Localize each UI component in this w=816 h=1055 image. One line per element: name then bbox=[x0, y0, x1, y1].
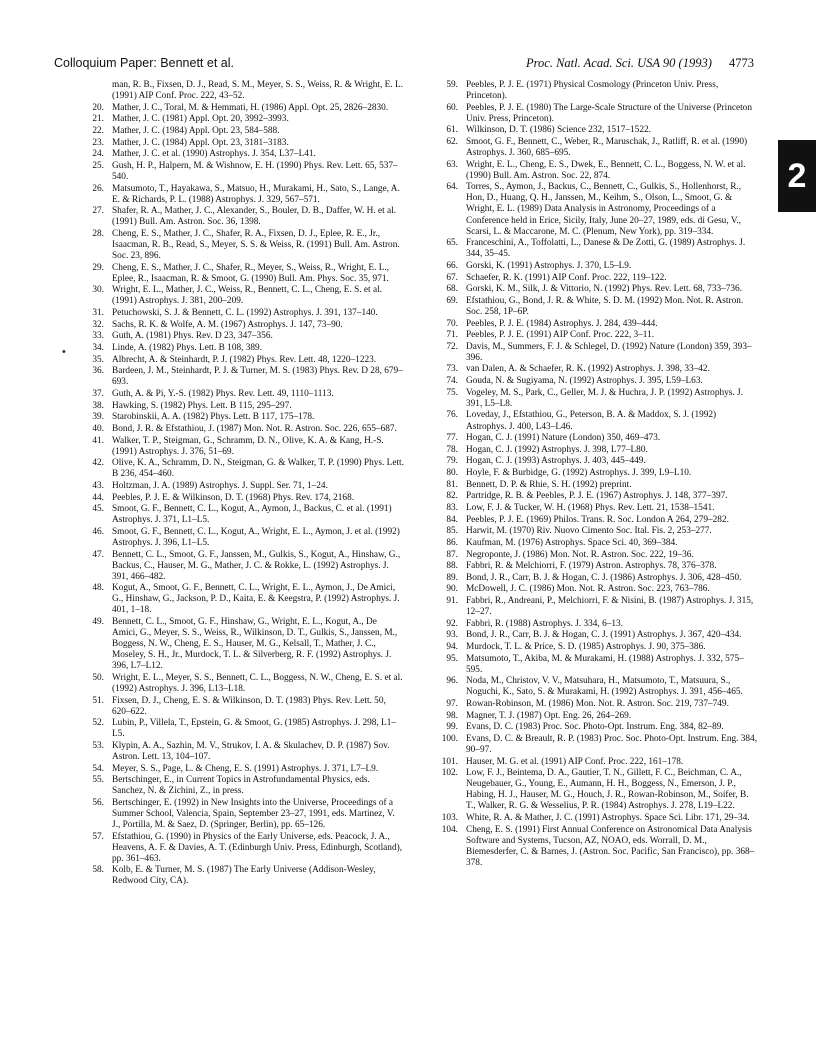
reference-number: 98. bbox=[446, 710, 458, 721]
reference-text: Wright, E. L., Mather, J. C., Weiss, R., Bennett, C. L., Cheng, E. S. et al. (1991) Astrophys. J. 381, 200–209. bbox=[112, 285, 382, 307]
reference-item bbox=[86, 389, 404, 400]
running-title: Colloquium Paper: Bennett et al. bbox=[54, 56, 234, 70]
reference-text: Gouda, N. & Sugiyama, N. (1992) Astrophys. J. 395, L59–L63. bbox=[466, 376, 703, 387]
reference-number: 65. bbox=[446, 238, 458, 249]
reference-number: 43. bbox=[92, 480, 104, 491]
reference-number: 45. bbox=[92, 504, 104, 515]
reference-item bbox=[86, 149, 404, 160]
reference-item bbox=[86, 617, 404, 672]
reference-text: Bennett, C. L., Smoot, G. F., Janssen, M., Gulkis, S., Kogut, A., Hinshaw, G., Backus, C., Hauser, M. G., Mather, J. C. & Rokke, L. (1992) Astrophys. J. 391, 466–482. bbox=[112, 549, 401, 582]
reference-number: 51. bbox=[92, 695, 104, 706]
reference-number: 63. bbox=[446, 159, 458, 170]
reference-item bbox=[440, 757, 758, 768]
reference-number: 64. bbox=[446, 182, 458, 193]
reference-text: van Dalen, A. & Schaefer, R. K. (1992) Astrophys. J. 398, 33–42. bbox=[466, 364, 710, 375]
reference-text: Vogeley, M. S., Park, C., Geller, M. J. & Huchra, J. P. (1992) Astrophys. J. 391, L5–L8. bbox=[466, 387, 743, 409]
reference-item bbox=[440, 573, 758, 584]
reference-item bbox=[86, 832, 404, 865]
reference-item bbox=[86, 331, 404, 342]
reference-item bbox=[86, 401, 404, 412]
reference-item bbox=[440, 388, 758, 410]
reference-item bbox=[440, 330, 758, 341]
reference-number: 102. bbox=[441, 768, 458, 779]
reference-number: 29. bbox=[92, 262, 104, 273]
reference-item bbox=[440, 561, 758, 572]
reference-text: Kaufman, M. (1976) Astrophys. Space Sci. 40, 369–384. bbox=[466, 537, 678, 548]
reference-text: McDowell, J. C. (1986) Mon. Not. R. Astron. Soc. 223, 763–786. bbox=[466, 584, 710, 595]
references-right-column bbox=[440, 80, 758, 870]
reference-text: Cheng, E. S. (1991) First Annual Conference on Astronomical Data Analysis Software and Systems, Tucson, AZ, NOAO, eds. Worrall, D. M., Biemesderfer, C. & Barnes, J. (Astron. Soc. Pacific, San Francisco), pp. 368–378. bbox=[466, 824, 755, 868]
reference-text: Petuchowski, S. J. & Bennett, C. L. (1992) Astrophys. J. 391, 137–140. bbox=[112, 308, 378, 319]
reference-number: 48. bbox=[92, 583, 104, 594]
reference-text: Linde, A. (1982) Phys. Lett. B 108, 389. bbox=[112, 342, 263, 353]
reference-number: 76. bbox=[446, 410, 458, 421]
reference-item bbox=[440, 468, 758, 479]
reference-number: 54. bbox=[92, 763, 104, 774]
reference-text: Klypin, A. A., Sazhin, M. V., Strukov, I. A. & Skulachev, D. P. (1987) Sov. Astron. Lett. 13, 104–107. bbox=[112, 740, 390, 762]
reference-text: Albrecht, A. & Steinhardt, P. J. (1982) Phys. Rev. Lett. 48, 1220–1223. bbox=[112, 354, 377, 365]
reference-number: 22. bbox=[92, 125, 104, 136]
margin-mark: • bbox=[62, 346, 66, 358]
reference-item bbox=[86, 424, 404, 435]
reference-item bbox=[440, 813, 758, 824]
reference-item bbox=[86, 366, 404, 388]
reference-text: Partridge, R. B. & Peebles, P. J. E. (1967) Astrophys. J. 148, 377–397. bbox=[466, 491, 728, 502]
reference-item bbox=[440, 80, 758, 102]
reference-number: 25. bbox=[92, 160, 104, 171]
reference-item bbox=[440, 734, 758, 756]
reference-item bbox=[440, 261, 758, 272]
reference-number: 92. bbox=[446, 618, 458, 629]
page-header bbox=[54, 56, 754, 74]
reference-text: Fabbri, R. (1988) Astrophys. J. 334, 6–13. bbox=[466, 618, 624, 629]
reference-number: 59. bbox=[446, 80, 458, 90]
reference-number: 23. bbox=[92, 137, 104, 148]
reference-text: Murdock, T. L. & Price, S. D. (1985) Astrophys. J. 90, 375–386. bbox=[466, 642, 706, 653]
reference-text: Matsumoto, T., Akiba, M. & Murakami, H. (1988) Astrophys. J. 332, 575–595. bbox=[466, 653, 744, 675]
reference-item bbox=[440, 160, 758, 182]
reference-text: Olive, K. A., Schramm, D. N., Steigman, G. & Walker, T. P. (1990) Phys. Lett. B 236, 454–460. bbox=[112, 458, 404, 480]
reference-number: 100. bbox=[441, 734, 458, 745]
reference-text: Matsumoto, T., Hayakawa, S., Matsuo, H., Murakami, H., Sato, S., Lange, A. E. & Richards, P. L. (1988) Astrophys. J. 329, 567–571. bbox=[112, 183, 400, 205]
reference-number: 93. bbox=[446, 630, 458, 641]
reference-number: 36. bbox=[92, 366, 104, 377]
reference-text: Hawking, S. (1982) Phys. Lett. B 115, 295–297. bbox=[112, 400, 292, 411]
reference-item bbox=[440, 526, 758, 537]
reference-item bbox=[86, 718, 404, 740]
reference-text: Starobinskii, A. A. (1982) Phys. Lett. B 117, 175–178. bbox=[112, 412, 315, 423]
reference-item bbox=[86, 696, 404, 718]
reference-number: 94. bbox=[446, 642, 458, 653]
reference-item bbox=[440, 480, 758, 491]
reference-number: 58. bbox=[92, 865, 104, 876]
journal-citation bbox=[526, 56, 754, 71]
reference-text: Peebles, P. J. E. (1991) AIP Conf. Proc. 222, 3–11. bbox=[466, 330, 655, 341]
reference-number: 34. bbox=[92, 342, 104, 353]
reference-text: Loveday, J., Efstathiou, G., Peterson, B. A. & Maddox, S. J. (1992) Astrophys. J. 400, L43–L46. bbox=[466, 410, 717, 432]
reference-text: Guth, A. & Pi, Y.-S. (1982) Phys. Rev. Lett. 49, 1110–1113. bbox=[112, 388, 334, 399]
reference-text: Kogut, A., Smoot, G. F., Bennett, C. L., Wright, E. L., Aymon, J., De Amici, G., Hinshaw, G., Jackson, P. D., Kaita, E. & Keegstra, P. (1992) Astrophys. J. 401, 1–18. bbox=[112, 583, 400, 616]
reference-number: 37. bbox=[92, 388, 104, 399]
reference-number: 77. bbox=[446, 433, 458, 444]
reference-text: Efstathiou, G., Bond, J. R. & White, S. D. M. (1992) Mon. Not. R. Astron. Soc. 258, 1P–6P. bbox=[466, 295, 744, 317]
reference-item bbox=[440, 103, 758, 125]
reference-text: Bennett, D. P. & Rhie, S. H. (1992) preprint. bbox=[466, 479, 632, 490]
reference-item bbox=[440, 433, 758, 444]
reference-item bbox=[440, 491, 758, 502]
reference-number: 33. bbox=[92, 331, 104, 342]
reference-item bbox=[440, 284, 758, 295]
reference-number: 78. bbox=[446, 444, 458, 455]
reference-text: Evans, D. C. & Breault, R. P. (1983) Proc. Soc. Photo-Opt. Instrum. Eng. 384, 90–97. bbox=[466, 734, 758, 756]
reference-item bbox=[86, 481, 404, 492]
reference-item bbox=[86, 114, 404, 125]
reference-number: 83. bbox=[446, 502, 458, 513]
reference-number: 70. bbox=[446, 318, 458, 329]
reference-item bbox=[86, 206, 404, 228]
reference-text: Bond, J. R. & Efstathiou, J. (1987) Mon. Not. R. Astron. Soc. 226, 655–687. bbox=[112, 423, 397, 434]
reference-item bbox=[440, 182, 758, 237]
reference-item bbox=[86, 343, 404, 354]
reference-item bbox=[440, 515, 758, 526]
reference-text: Bond, J. R., Carr, B. J. & Hogan, C. J. (1986) Astrophys. J. 306, 428–450. bbox=[466, 572, 742, 583]
reference-number: 57. bbox=[92, 831, 104, 842]
reference-item bbox=[86, 184, 404, 206]
reference-item bbox=[440, 825, 758, 869]
reference-item bbox=[86, 775, 404, 797]
reference-item bbox=[440, 125, 758, 136]
reference-item bbox=[440, 456, 758, 467]
reference-text: Shafer, R. A., Mather, J. C., Alexander, S., Bouler, D. B., Daffer, W. H. et al. (1991) Bull. Am. Astron. Soc. 36, 1398. bbox=[112, 206, 397, 228]
reference-item bbox=[440, 364, 758, 375]
reference-text: Gorski, K. M., Silk, J. & Vittorio, N. (1992) Phys. Rev. Lett. 68, 733–736. bbox=[466, 284, 743, 295]
reference-item bbox=[440, 137, 758, 159]
reference-item bbox=[440, 722, 758, 733]
reference-text: Mather, J. C. (1984) Appl. Opt. 23, 584–588. bbox=[112, 125, 280, 136]
reference-item bbox=[440, 711, 758, 722]
reference-item bbox=[86, 355, 404, 366]
reference-text: Fabbri, R. & Melchiorri, F. (1979) Astron. Astrophys. 78, 376–378. bbox=[466, 561, 717, 572]
reference-text: Peebles, P. J. E. (1984) Astrophys. J. 284, 439–444. bbox=[466, 318, 658, 329]
reference-number: 81. bbox=[446, 479, 458, 490]
reference-text: Hogan, C. J. (1992) Astrophys. J. 398, L77–L80. bbox=[466, 444, 648, 455]
reference-text: Peebles, P. J. E. (1980) The Large-Scale Structure of the Universe (Princeton Univ. Press, Princeton). bbox=[466, 102, 752, 124]
reference-item bbox=[440, 296, 758, 318]
reference-item bbox=[440, 273, 758, 284]
reference-item bbox=[86, 458, 404, 480]
reference-item bbox=[86, 527, 404, 549]
reference-text: Hogan, C. J. (1991) Nature (London) 350, 469–473. bbox=[466, 433, 661, 444]
reference-number: 49. bbox=[92, 617, 104, 628]
reference-text: man, R. B., Fixsen, D. J., Read, S. M., Meyer, S. S., Weiss, R. & Wright, E. L. (1991) AIP Conf. Proc. 222, 43–52. bbox=[112, 80, 404, 102]
reference-number: 73. bbox=[446, 364, 458, 375]
reference-item bbox=[86, 285, 404, 307]
reference-item bbox=[86, 673, 404, 695]
reference-text: Franceschini, A., Toffolatti, L., Danese & De Zotti, G. (1989) Astrophys. J. 344, 35–45. bbox=[466, 238, 746, 260]
reference-item bbox=[86, 504, 404, 526]
reference-number: 31. bbox=[92, 308, 104, 319]
reference-text: Bennett, C. L., Smoot, G. F., Hinshaw, G., Wright, E. L., Kogut, A., De Amici, G., Meyer, S. S., Weiss, R., Wilkinson, D. T., Gulkis, S., Janssen, M., Boggess, N. W., Cheng, E. S., Hauser, M. G., Kelsall, T., Mather, J. C., Moseley, S. H., Jr., Murdock, T. L. & Silverberg, R. F. (1992) Astrophys. J. 396, L7–L12. bbox=[112, 617, 398, 672]
reference-number: 103. bbox=[441, 813, 458, 824]
reference-text: Guth, A. (1981) Phys. Rev. D 23, 347–356. bbox=[112, 331, 273, 342]
reference-text: Gush, H. P., Halpern, M. & Wishnow, E. H. (1990) Phys. Rev. Lett. 65, 537–540. bbox=[112, 160, 398, 182]
reference-text: Kolb, E. & Turner, M. S. (1987) The Early Universe (Addison-Wesley, Redwood City, CA). bbox=[112, 865, 376, 887]
reference-item bbox=[86, 865, 404, 887]
reference-number: 89. bbox=[446, 572, 458, 583]
reference-text: Peebles, P. J. E. (1969) Philos. Trans. R. Soc. London A 264, 279–282. bbox=[466, 514, 729, 525]
reference-item bbox=[440, 654, 758, 676]
reference-text: Smoot, G. F., Bennett, C. L., Kogut, A., Aymon, J., Backus, C. et al. (1991) Astrophys. J. 371, L1–L5. bbox=[112, 504, 392, 526]
reference-number: 104. bbox=[441, 824, 458, 835]
reference-item bbox=[86, 126, 404, 137]
reference-number: 62. bbox=[446, 137, 458, 148]
reference-text: Bond, J. R., Carr, B. J. & Hogan, C. J. (1991) Astrophys. J. 367, 420–434. bbox=[466, 630, 742, 641]
reference-text: Bertschinger, E., in Current Topics in Astrofundamental Physics, eds. Sanchez, N. & Zichini, Z., in press. bbox=[112, 775, 370, 797]
reference-text: Fabbri, R., Andreani, P., Melchiorri, F. & Nisini, B. (1987) Astrophys. J. 315, 12–27. bbox=[466, 596, 754, 618]
reference-text: Walker, T. P., Steigman, G., Schramm, D. N., Olive, K. A. & Kang, H.-S. (1991) Astrophys. J. 376, 51–69. bbox=[112, 435, 384, 457]
reference-item bbox=[440, 238, 758, 260]
reference-text: Smoot, G. F., Bennett, C. L., Kogut, A., Wright, E. L., Aymon, J. et al. (1992) Astrophys. J. 396, L1–L5. bbox=[112, 526, 400, 548]
reference-number: 84. bbox=[446, 514, 458, 525]
reference-item bbox=[440, 550, 758, 561]
reference-number: 55. bbox=[92, 775, 104, 786]
reference-text: Wright, E. L., Cheng, E. S., Dwek, E., Bennett, C. L., Boggess, N. W. et al. (1990) Bull. Am. Astron. Soc. 22, 874. bbox=[466, 159, 746, 181]
reference-text: Peebles, P. J. E. (1971) Physical Cosmology (Princeton Univ. Press, Princeton). bbox=[466, 80, 719, 102]
reference-text: Holtzman, J. A. (1989) Astrophys. J. Suppl. Ser. 71, 1–24. bbox=[112, 480, 328, 491]
reference-item bbox=[86, 138, 404, 149]
reference-item bbox=[440, 768, 758, 812]
reference-number: 50. bbox=[92, 672, 104, 683]
reference-number: 47. bbox=[92, 549, 104, 560]
reference-text: Bardeen, J. M., Steinhardt, P. J. & Turner, M. S. (1983) Phys. Rev. D 28, 679–693. bbox=[112, 366, 403, 388]
reference-number: 35. bbox=[92, 354, 104, 365]
reference-item bbox=[440, 538, 758, 549]
reference-item bbox=[86, 798, 404, 831]
reference-number: 44. bbox=[92, 492, 104, 503]
reference-text: Torres, S., Aymon, J., Backus, C., Bennett, C., Gulkis, S., Hollenhorst, R., Hon, D., Huang, Q. H., Janssen, M., Keihm, S., Olson, L., Smoot, G. & Wright, E. L. (1989) Data Analysis in Astronomy, Proceedings of a Conference held in Erice, Sicily, Italy, June 20–27, 1989, eds. di Gesu, V., Scarsi, L. & Maccarone, M. C. (Plenum, New York), pp. 319–334. bbox=[466, 182, 742, 237]
reference-item bbox=[86, 320, 404, 331]
reference-item bbox=[86, 229, 404, 262]
reference-item bbox=[86, 263, 404, 285]
reference-number: 38. bbox=[92, 400, 104, 411]
reference-number: 24. bbox=[92, 149, 104, 160]
reference-number: 27. bbox=[92, 206, 104, 217]
reference-item bbox=[86, 764, 404, 775]
reference-item bbox=[440, 445, 758, 456]
reference-number: 97. bbox=[446, 699, 458, 710]
reference-number: 68. bbox=[446, 284, 458, 295]
reference-number: 75. bbox=[446, 387, 458, 398]
reference-text: Hogan, C. J. (1993) Astrophys. J. 403, 445–449. bbox=[466, 456, 646, 467]
reference-item bbox=[86, 583, 404, 616]
reference-text: Peebles, P. J. E. & Wilkinson, D. T. (1968) Phys. Rev. 174, 2168. bbox=[112, 492, 355, 503]
reference-number: 96. bbox=[446, 676, 458, 687]
reference-number: 86. bbox=[446, 537, 458, 548]
reference-number: 69. bbox=[446, 295, 458, 306]
reference-number: 39. bbox=[92, 412, 104, 423]
reference-item bbox=[86, 550, 404, 583]
reference-text: Wright, E. L., Meyer, S. S., Bennett, C. L., Boggess, N. W., Cheng, E. S. et al. (1992) Astrophys. J. 396, L13–L18. bbox=[112, 672, 403, 694]
reference-text: Lubin, P., Villela, T., Epstein, G. & Smoot, G. (1985) Astrophys. J. 298, L1–L5. bbox=[112, 718, 397, 740]
reference-item bbox=[440, 699, 758, 710]
reference-item bbox=[440, 584, 758, 595]
reference-item bbox=[440, 596, 758, 618]
reference-text: Gorski, K. (1991) Astrophys. J. 370, L5–L9. bbox=[466, 260, 632, 271]
reference-number: 20. bbox=[92, 102, 104, 113]
journal-name: Proc. Natl. Acad. Sci. USA 90 (1993) bbox=[526, 56, 712, 70]
reference-item bbox=[86, 80, 404, 102]
reference-item bbox=[440, 410, 758, 432]
reference-item bbox=[440, 376, 758, 387]
reference-number: 60. bbox=[446, 102, 458, 113]
reference-item bbox=[86, 308, 404, 319]
reference-text: Efstathiou, G. (1990) in Physics of the Early Universe, eds. Peacock, J. A., Heavens, A. F. & Davies, A. T. (Edinburgh Univ. Press, Edinburgh, Scotland), pp. 361–463. bbox=[112, 831, 403, 864]
reference-item bbox=[86, 493, 404, 504]
reference-number: 26. bbox=[92, 183, 104, 194]
reference-text: Cheng, E. S., Mather, J. C., Shafer, R. A., Fixsen, D. J., Eplee, R. E., Jr., Isaacman, R. B., Read, S., Meyer, S. S. & Weiss, R. (1991) Bull. Am. Astron. Soc. 23, 896. bbox=[112, 228, 400, 262]
reference-number: 30. bbox=[92, 285, 104, 296]
reference-number: 42. bbox=[92, 458, 104, 469]
reference-number: 80. bbox=[446, 468, 458, 479]
reference-text: Rowan-Robinson, M. (1986) Mon. Not. R. Astron. Soc. 219, 737–749. bbox=[466, 699, 729, 710]
reference-item bbox=[440, 503, 758, 514]
reference-number: 67. bbox=[446, 272, 458, 283]
reference-number: 41. bbox=[92, 435, 104, 446]
reference-item bbox=[440, 319, 758, 330]
reference-number: 91. bbox=[446, 596, 458, 607]
reference-item bbox=[86, 741, 404, 763]
reference-text: Mather, J. C. et al. (1990) Astrophys. J. 354, L37–L41. bbox=[112, 149, 316, 160]
reference-number: 40. bbox=[92, 423, 104, 434]
reference-number: 99. bbox=[446, 722, 458, 733]
reference-text: Schaefer, R. K. (1991) AIP Conf. Proc. 222, 119–122. bbox=[466, 272, 667, 283]
reference-number: 90. bbox=[446, 584, 458, 595]
reference-number: 95. bbox=[446, 653, 458, 664]
reference-text: Sachs, R. K. & Wolfe, A. M. (1967) Astrophys. J. 147, 73–90. bbox=[112, 319, 343, 330]
reference-number: 21. bbox=[92, 114, 104, 125]
reference-text: Fixsen, D. J., Cheng, E. S. & Wilkinson, D. T. (1983) Phys. Rev. Lett. 50, 620–622. bbox=[112, 695, 386, 717]
reference-text: Low, F. J., Beintema, D. A., Gautier, T. N., Gillett, F. C., Beichman, C. A., Neugebauer, G., Young, E., Aumann, H. H., Boggess, N., Emerson, J. P., Habing, H. J., Hauser, M. G., Houch, J. R., Rowan-Robinson, M., Soifer, B. T., Walker, R. G. & Wesselius, P. R. (1984) Astrophys. J. 278, L19–L22. bbox=[466, 768, 749, 812]
reference-text: Noda, M., Christov, V. V., Matsuhara, H., Matsumoto, T., Matsuura, S., Noguchi, K., Sato, S. & Murakami, H. (1992) Astrophys. J. 391, 456–465. bbox=[466, 676, 743, 698]
reference-number: 87. bbox=[446, 549, 458, 560]
reference-text: Smoot, G. F., Bennett, C., Weber, R., Maruschak, J., Ratliff, R. et al. (1990) Astrophys. J. 360, 685–695. bbox=[466, 137, 748, 159]
references-left-column bbox=[86, 80, 404, 888]
reference-text: Meyer, S. S., Page, L. & Cheng, E. S. (1991) Astrophys. J. 371, L7–L9. bbox=[112, 763, 379, 774]
reference-text: Mather, J. C., Toral, M. & Hemmati, H. (1986) Appl. Opt. 25, 2826–2830. bbox=[112, 102, 389, 113]
reference-number: 61. bbox=[446, 125, 458, 136]
reference-item bbox=[440, 342, 758, 364]
reference-item bbox=[86, 161, 404, 183]
reference-text: Bertschinger, E. (1992) in New Insights into the Universe, Proceedings of a Summer School, Valencia, Spain, September 23–27, 1991, eds. Martinez, V. J., Portilla, M. & Saez, D. (Springer, Berlin), pp. 65–126. bbox=[112, 797, 395, 831]
reference-number: 71. bbox=[446, 330, 458, 341]
reference-number: 72. bbox=[446, 341, 458, 352]
reference-text: Harwit, M. (1970) Riv. Nuovo Cimento Soc. Ital. Fis. 2, 253–277. bbox=[466, 526, 712, 537]
reference-text: Evans, D. C. (1983) Proc. Soc. Photo-Opt. Instrum. Eng. 384, 82–89. bbox=[466, 722, 724, 733]
reference-text: Negroponte, J. (1986) Mon. Not. R. Astron. Soc. 222, 19–36. bbox=[466, 549, 694, 560]
reference-text: Mather, J. C. (1981) Appl. Opt. 20, 3992–3993. bbox=[112, 114, 289, 125]
reference-text: Hoyle, F. & Burbidge, G. (1992) Astrophys. J. 399, L9–L10. bbox=[466, 468, 692, 479]
reference-number: 88. bbox=[446, 561, 458, 572]
reference-number: 74. bbox=[446, 376, 458, 387]
reference-text: Davis, M., Summers, F. J. & Schlegel, D. (1992) Nature (London) 359, 393–396. bbox=[466, 341, 752, 363]
reference-number: 101. bbox=[441, 756, 458, 767]
reference-item bbox=[440, 619, 758, 630]
reference-number: 28. bbox=[92, 228, 104, 239]
reference-number: 82. bbox=[446, 491, 458, 502]
reference-item bbox=[86, 412, 404, 423]
reference-text: Wilkinson, D. T. (1986) Science 232, 1517–1522. bbox=[466, 125, 651, 136]
reference-text: Magner, T. J. (1987) Opt. Eng. 26, 264–269. bbox=[466, 710, 632, 721]
reference-number: 32. bbox=[92, 319, 104, 330]
reference-item bbox=[440, 676, 758, 698]
section-tab: 2 bbox=[778, 140, 816, 212]
reference-number: 46. bbox=[92, 526, 104, 537]
page-number: 4773 bbox=[729, 56, 754, 70]
reference-item bbox=[86, 103, 404, 114]
reference-text: Hauser, M. G. et al. (1991) AIP Conf. Proc. 222, 161–178. bbox=[466, 756, 684, 767]
reference-item bbox=[440, 630, 758, 641]
reference-item bbox=[440, 642, 758, 653]
reference-number: 53. bbox=[92, 740, 104, 751]
reference-item bbox=[86, 436, 404, 458]
reference-number: 85. bbox=[446, 526, 458, 537]
reference-number: 56. bbox=[92, 797, 104, 808]
reference-text: Mather, J. C. (1984) Appl. Opt. 23, 3181–3183. bbox=[112, 137, 289, 148]
reference-number: 79. bbox=[446, 456, 458, 467]
reference-text: Cheng, E. S., Mather, J. C., Shafer, R., Meyer, S., Weiss, R., Wright, E. L., Eplee, R., Isaacman, R. & Smoot, G. (1990) Bull. Am. Phys. Soc. 35, 971. bbox=[112, 262, 390, 284]
reference-number: 66. bbox=[446, 260, 458, 271]
reference-text: Low, F. J. & Tucker, W. H. (1968) Phys. Rev. Lett. 21, 1538–1541. bbox=[466, 502, 715, 513]
reference-number: 52. bbox=[92, 718, 104, 729]
reference-text: White, R. A. & Mather, J. C. (1991) Astrophys. Space Sci. Libr. 171, 29–34. bbox=[466, 813, 750, 824]
